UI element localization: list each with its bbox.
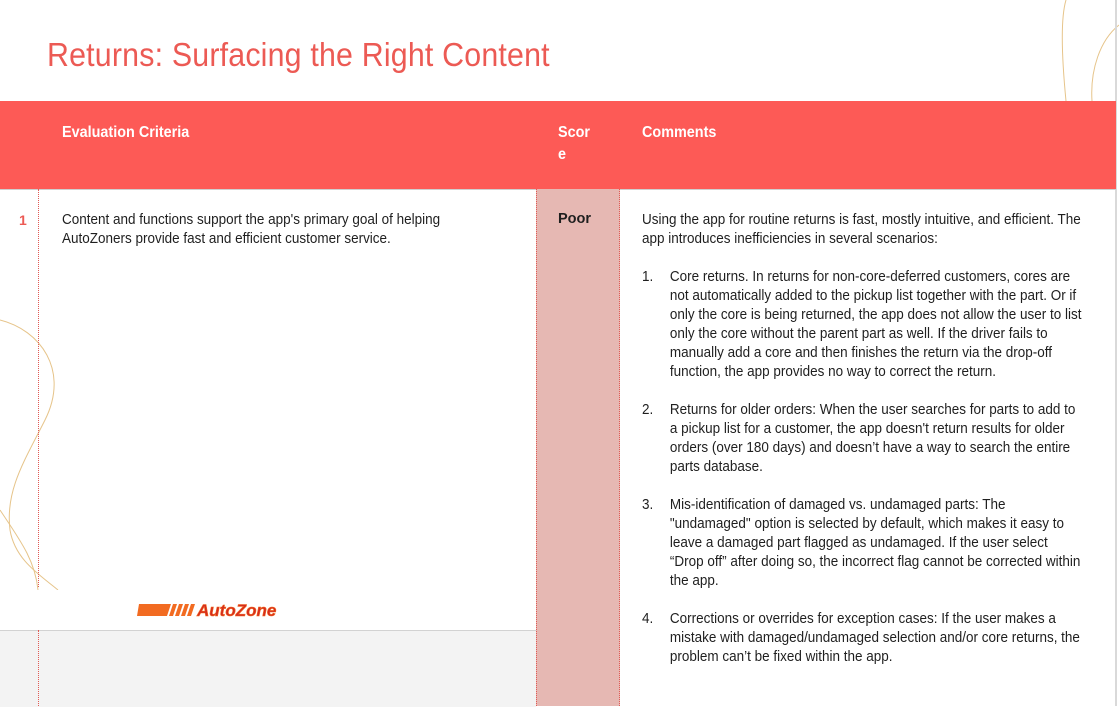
comment-item-number: 1. (642, 269, 654, 285)
autozone-logo (137, 599, 289, 619)
row-number: 1 (19, 212, 27, 228)
comment-item (642, 496, 1085, 591)
comments-list (642, 268, 1085, 667)
score-value: Poor (558, 211, 592, 227)
decorative-gold-lines-left (0, 310, 70, 590)
comment-item-text: Core returns. In returns for non-core-deferred customers, cores are not automatically added to the pickup list together with the part. Or if only the core is being returned, the app does not allow the user to list only the core without the parent part as well. If the driver fails to manually add a core and then finishes the return via the drop-off function, the app provides no way to correct the return. (669, 269, 1082, 380)
row-divider (0, 189, 536, 190)
comment-item (642, 401, 1085, 477)
comment-item-number: 3. (642, 497, 654, 513)
comment-item-text: Corrections or overrides for exception cases: If the user makes a mistake with damaged/undamaged selection and/or core returns, the problem can’t be fixed within the app. (669, 611, 1080, 665)
comment-item-text: Returns for older orders: When the user searches for parts to add to a pickup list for a customer, the app doesn't return results for older orders (over 180 days) and doesn’t have a way to search the entire parts database. (669, 402, 1076, 475)
header-evaluation-criteria: Evaluation Criteria (62, 124, 190, 141)
comment-item (642, 268, 1085, 382)
comments-intro: Using the app for routine returns is fast, mostly intuitive, and efficient. The app introduces inefficiencies in several scenarios: (642, 212, 1081, 247)
decorative-gold-lines-top-right (1030, 0, 1119, 101)
criteria-text: Content and functions support the app's primary goal of helping AutoZoners provide fast and efficient customer service. (62, 212, 441, 247)
comment-item-number: 2. (642, 402, 654, 418)
svg-text:AutoZone: AutoZone (197, 601, 277, 619)
page-title: Returns: Surfacing the Right Content (47, 36, 550, 73)
row-divider (620, 189, 1116, 190)
number-column-divider (38, 189, 39, 587)
comments-cell (642, 211, 1085, 686)
comment-item (642, 610, 1085, 667)
comment-item-text: Mis-identification of damaged vs. undamaged parts: The "undamaged" option is selected by default, which makes it easy to leave a damaged part flagged as undamaged. If the user select “Drop off” after doing so, the incorrect flag cannot be corrected within the app. (669, 497, 1081, 589)
header-score: Score (558, 124, 591, 163)
number-column-divider (38, 630, 39, 706)
footer-band (0, 630, 536, 707)
score-column (536, 189, 620, 706)
header-comments: Comments (642, 124, 717, 141)
comment-item-number: 4. (642, 611, 654, 627)
